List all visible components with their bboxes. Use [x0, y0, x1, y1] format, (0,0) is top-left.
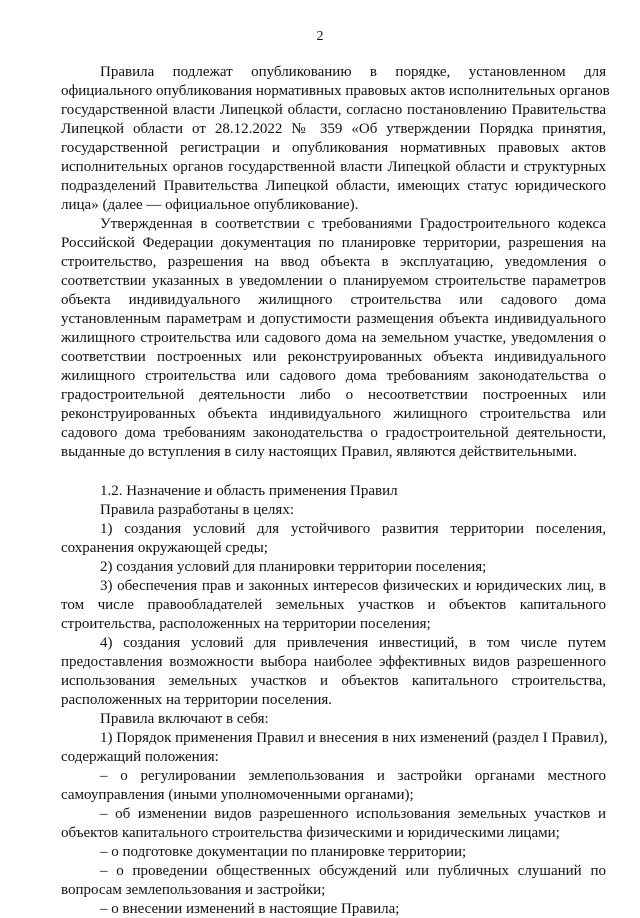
text-line: градостроительной деятельности либо о несоответствии построенных или [61, 387, 606, 403]
text-line: 2) создания условий для планировки территории поселения; [100, 559, 487, 575]
text-line: самоуправления (иными уполномоченными органами); [61, 787, 414, 803]
text-line: выданные до вступления в силу настоящих Правил, являются действительными. [61, 444, 578, 460]
text-line: Липецкой области от 28.12.2022 № 359 «Об утверждении Порядка принятия, [61, 121, 606, 137]
text-line: соответствии указанных в уведомлении о планируемом строительстве параметров [61, 273, 606, 289]
text-line: соответствии построенных или реконструированных объекта индивидуального [61, 349, 606, 365]
text-line: жилищного строительства или садового дома требованиям законодательства о [61, 368, 606, 384]
text-line: объекта индивидуального жилищного строительства или садового дома [61, 292, 606, 308]
text-line: Правила разработаны в целях: [100, 502, 294, 518]
text-line: содержащий положения: [61, 749, 219, 765]
text-line: сохранения окружающей среды; [61, 540, 268, 556]
section-heading: 1.2. Назначение и область применения Правил [100, 483, 398, 499]
text-line: 4) создания условий для привлечения инвестиций, в том числе путем [100, 635, 606, 651]
text-line: 1) Порядок применения Правил и внесения в них изменений (раздел I Правил), [100, 730, 608, 746]
text-line: предоставления возможности выбора наиболее эффективных видов разрешенного [61, 654, 606, 670]
text-line: том числе правообладателей земельных участков и объектов капитального [61, 597, 606, 613]
list-item: – об изменении видов разрешенного использования земельных участков и [100, 806, 606, 822]
text-line: Российской Федерации документация по планировке территории, разрешения на [61, 235, 606, 251]
text-line: садового дома требованиям законодательства о градостроительной деятельности, [61, 425, 606, 441]
page-number: 2 [316, 29, 324, 44]
text-line: 1) создания условий для устойчивого развития территории поселения, [100, 521, 606, 537]
text-line: строительства, расположенных на территории поселения; [61, 616, 431, 632]
text-line: строительство, разрешения на ввод объекта в эксплуатацию, уведомления о [61, 254, 606, 270]
text-line: лица» (далее — официальное опубликование). [61, 197, 359, 213]
text-line: жилищного строительства или садового дома на земельном участке, уведомления о [61, 330, 606, 346]
text-line: реконструированных объекта индивидуального жилищного строительства или [61, 406, 606, 422]
text-line: вопросам землепользования и застройки; [61, 882, 326, 898]
list-item: – о подготовке документации по планировке территории; [100, 844, 467, 860]
text-line: Утвержденная в соответствии с требованиями Градостроительного кодекса [100, 216, 606, 232]
list-item: – о внесении изменений в настоящие Правила; [100, 901, 400, 917]
text-line: Правила включают в себя: [100, 711, 269, 727]
text-line: подразделений Правительства Липецкой области, имеющих статус юридического [61, 178, 606, 194]
text-line: 3) обеспечения прав и законных интересов физических и юридических лиц, в [100, 578, 606, 594]
text-line: расположенных на территории поселения. [61, 692, 333, 708]
text-line: использования земельных участков и объектов капитального строительства, [61, 673, 606, 689]
list-item: – о проведении общественных обсуждений или публичных слушаний по [100, 863, 606, 879]
list-item: – о регулировании землепользования и застройки органами местного [100, 768, 606, 784]
text-line: исполнительных органов государственной власти Липецкой области и структурных [61, 159, 606, 175]
text-line: государственной регистрации и опубликования нормативных правовых актов [61, 140, 606, 156]
text-line: государственной власти Липецкой области, согласно постановлению Правительства [61, 102, 606, 118]
text-line: официального опубликования нормативных правовых актов исполнительных органов [61, 83, 610, 99]
text-line: объектов капитального строительства физическими и юридическими лицами; [61, 825, 560, 841]
text-line: Правила подлежат опубликованию в порядке, установленном для [100, 64, 606, 80]
text-line: установленным параметрам и допустимости размещения объекта индивидуального [61, 311, 606, 327]
